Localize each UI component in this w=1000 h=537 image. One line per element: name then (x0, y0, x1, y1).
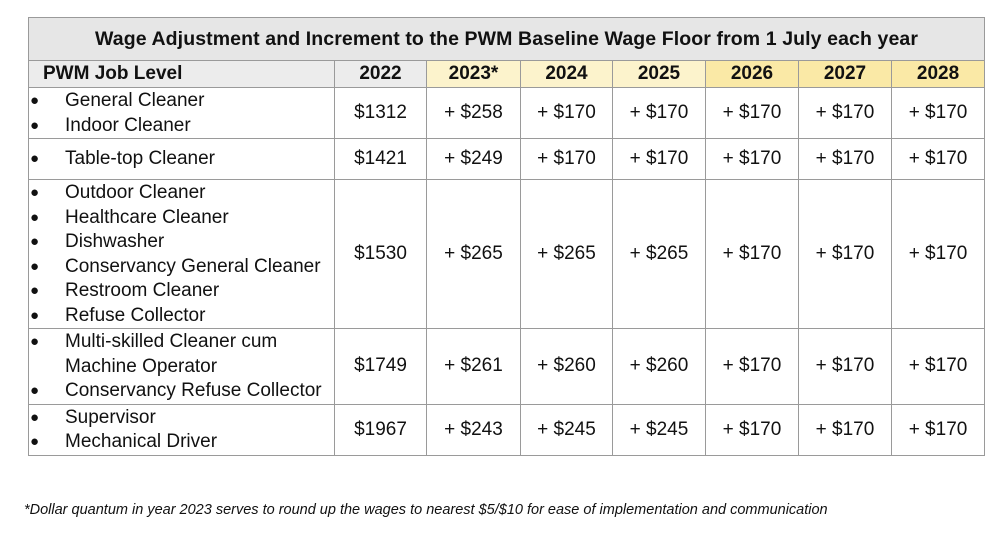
increment-2028: + $170 (892, 329, 985, 405)
job-cell (29, 329, 335, 405)
increment-2024: + $170 (521, 139, 613, 180)
job-item: ● Supervisor (29, 406, 334, 431)
wage-table (28, 17, 985, 456)
job-cell (29, 180, 335, 329)
job-item: ● Conservancy General Cleaner (29, 255, 334, 280)
increment-2023: + $261 (427, 329, 521, 405)
increment-2028: + $170 (892, 404, 985, 455)
increment-2026: + $170 (706, 404, 799, 455)
bullet-icon: ● (30, 184, 40, 201)
bullet-icon: ● (30, 306, 40, 324)
increment-2027: + $170 (799, 139, 892, 180)
table-row (29, 180, 985, 329)
increment-2027: + $170 (799, 88, 892, 139)
job-item: ● Conservancy Refuse Collector (29, 379, 334, 404)
table-row (29, 404, 985, 455)
increment-2024: + $170 (521, 88, 613, 139)
increment-2026: + $170 (706, 180, 799, 329)
wage-2022: $1749 (335, 329, 427, 405)
table-row (29, 139, 985, 180)
increment-2025: + $170 (613, 139, 706, 180)
increment-2025: + $260 (613, 329, 706, 405)
header-2024: 2024 (521, 61, 613, 88)
table-row (29, 88, 985, 139)
header-2025: 2025 (613, 61, 706, 88)
wage-2022: $1967 (335, 404, 427, 455)
increment-2025: + $245 (613, 404, 706, 455)
increment-2026: + $170 (706, 88, 799, 139)
job-item: ● Indoor Cleaner (29, 114, 334, 139)
header-2026: 2026 (706, 61, 799, 88)
wage-2022: $1530 (335, 180, 427, 329)
increment-2025: + $170 (613, 88, 706, 139)
footnote: *Dollar quantum in year 2023 serves to round up the wages to nearest $5/$10 for ease of implementation and communication (24, 502, 828, 518)
bullet-icon: ● (30, 257, 40, 275)
job-item: ● Refuse Collector (29, 304, 334, 329)
increment-2025: + $265 (613, 180, 706, 329)
job-item: ● Multi-skilled Cleaner cum Machine Operator (30, 331, 278, 377)
bullet-icon: ● (30, 433, 40, 450)
bullet-icon: ● (30, 208, 40, 226)
increment-2026: + $170 (706, 329, 799, 405)
increment-2026: + $170 (706, 139, 799, 180)
header-2027: 2027 (799, 61, 892, 88)
increment-2027: + $170 (799, 180, 892, 329)
table-title: Wage Adjustment and Increment to the PWM Baseline Wage Floor from 1 July each year (29, 18, 985, 61)
job-item: ● Outdoor Cleaner (29, 181, 334, 206)
bullet-icon: ● (30, 150, 40, 168)
wage-2022: $1421 (335, 139, 427, 180)
header-job-level: PWM Job Level (29, 61, 335, 88)
increment-2024: + $265 (521, 180, 613, 329)
header-2023: 2023* (427, 61, 521, 88)
increment-2023: + $258 (427, 88, 521, 139)
bullet-icon: ● (30, 408, 40, 426)
job-cell (29, 88, 335, 139)
increment-2024: + $260 (521, 329, 613, 405)
header-row (29, 61, 985, 88)
increment-2028: + $170 (892, 139, 985, 180)
table-row (29, 329, 985, 405)
job-item: ● Healthcare Cleaner (29, 206, 334, 231)
job-item: ● Mechanical Driver (29, 430, 334, 455)
increment-2028: + $170 (892, 88, 985, 139)
job-item: ● Dishwasher (29, 230, 334, 255)
header-2022: 2022 (335, 61, 427, 88)
wage-2022: $1312 (335, 88, 427, 139)
increment-2023: + $265 (427, 180, 521, 329)
bullet-icon: ● (30, 282, 40, 299)
job-cell (29, 404, 335, 455)
bullet-icon: ● (30, 92, 40, 109)
increment-2023: + $249 (427, 139, 521, 180)
bullet-icon: ● (30, 333, 40, 350)
increment-2027: + $170 (799, 404, 892, 455)
increment-2023: + $243 (427, 404, 521, 455)
increment-2028: + $170 (892, 180, 985, 329)
job-cell (29, 139, 335, 180)
bullet-icon: ● (30, 116, 40, 134)
job-item: ● Table-top Cleaner (29, 147, 334, 172)
job-item: ● General Cleaner (29, 89, 334, 114)
bullet-icon: ● (30, 233, 40, 250)
increment-2027: + $170 (799, 329, 892, 405)
bullet-icon: ● (30, 382, 40, 399)
job-item: ● Restroom Cleaner (29, 279, 334, 304)
increment-2024: + $245 (521, 404, 613, 455)
header-2028: 2028 (892, 61, 985, 88)
